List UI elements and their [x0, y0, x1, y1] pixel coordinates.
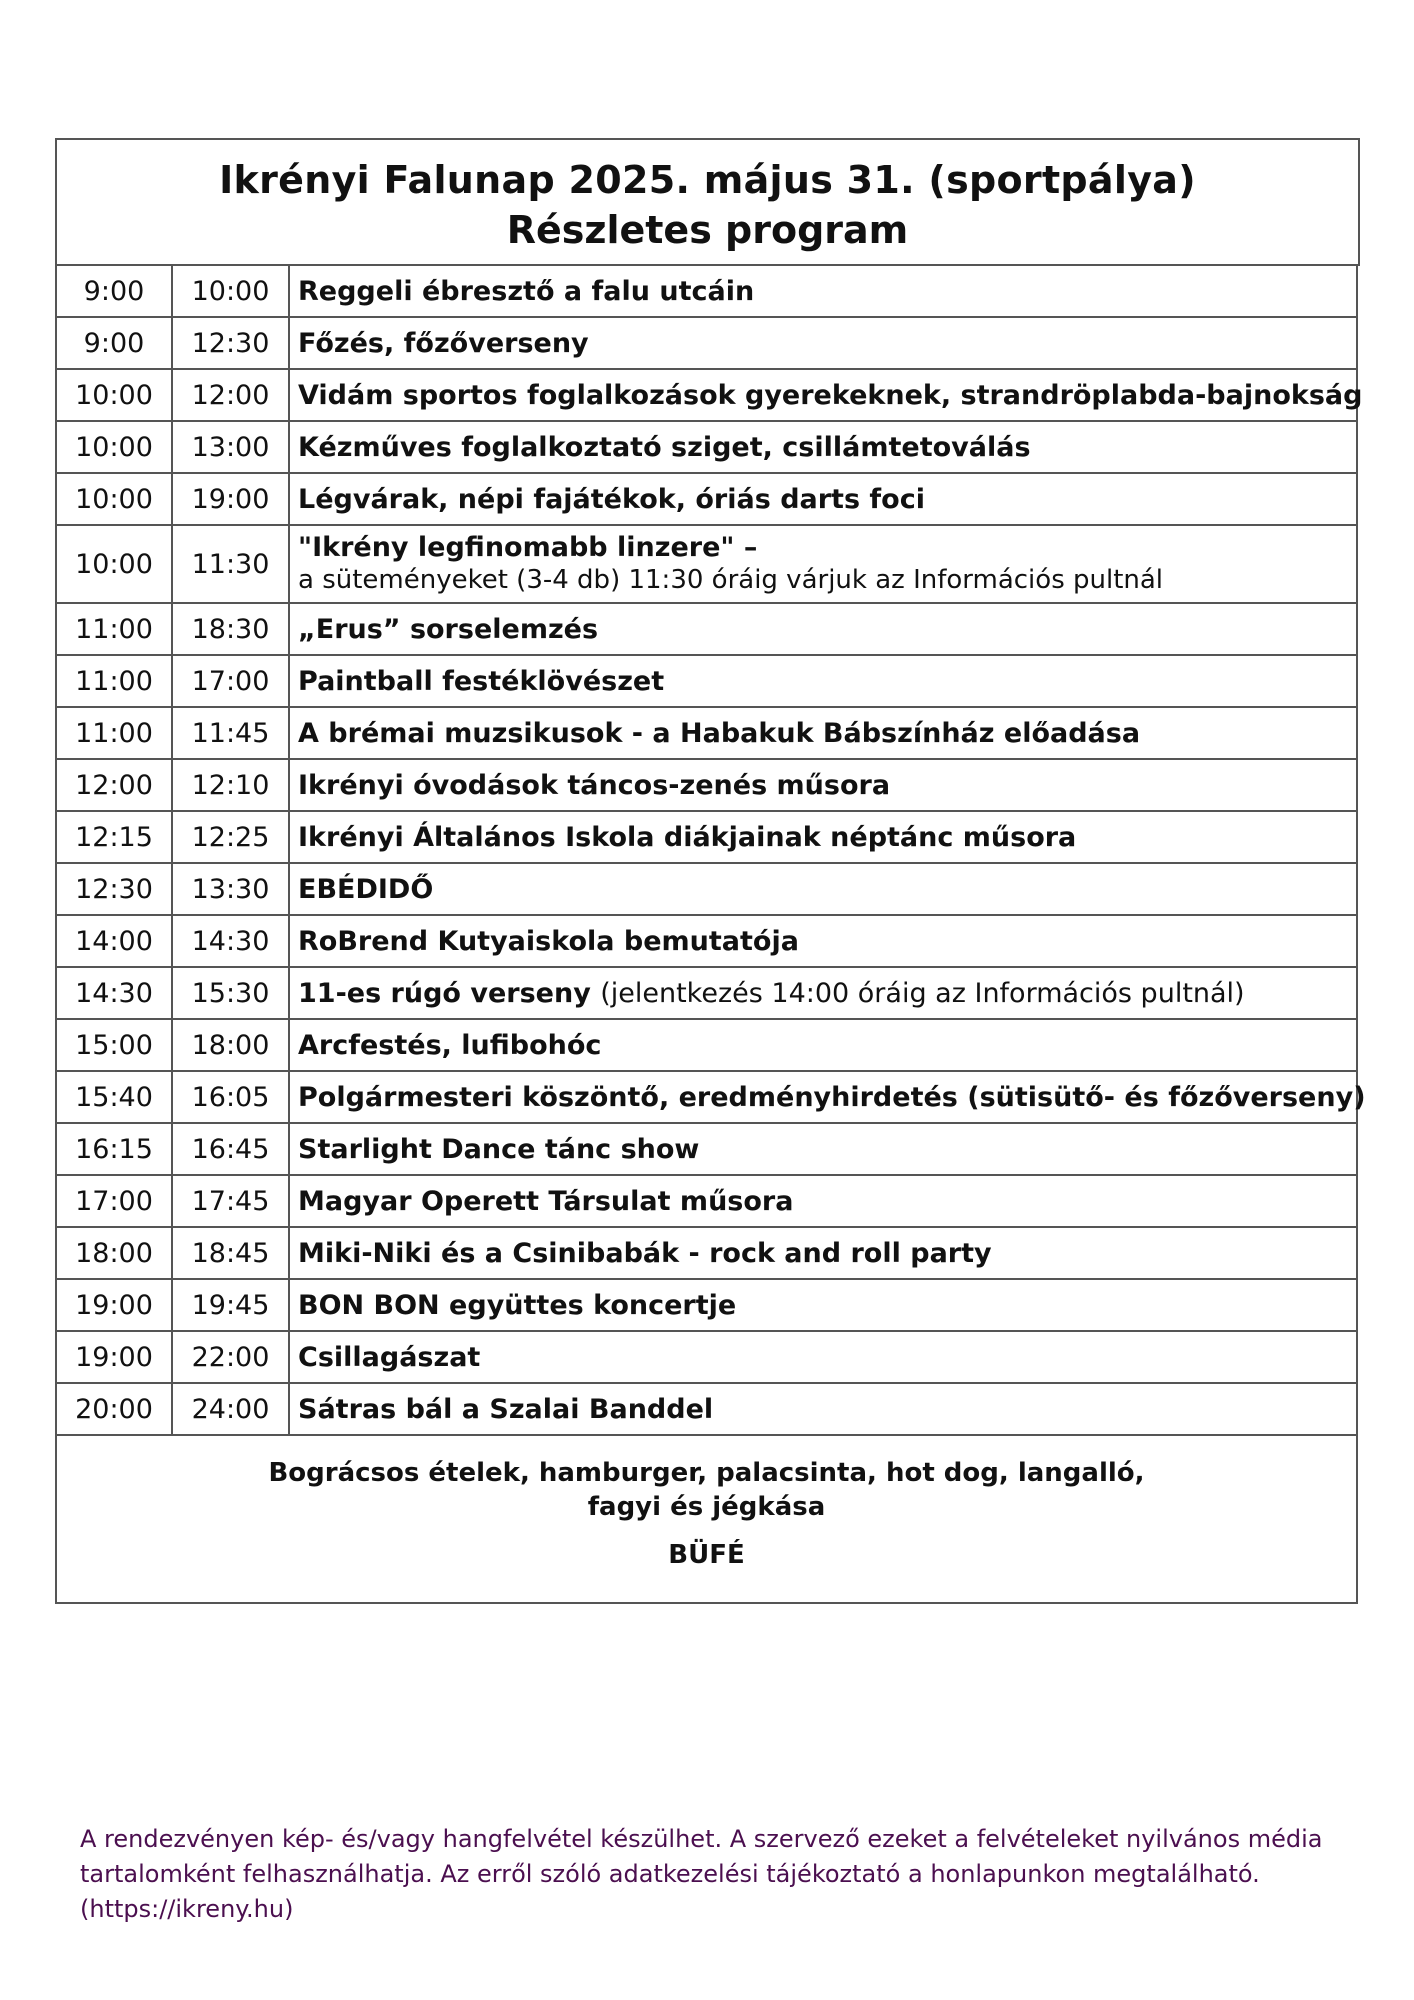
event-title: Főzés, főzőverseny — [298, 327, 589, 359]
start-time: 12:00 — [56, 759, 172, 811]
end-time: 16:45 — [172, 1123, 289, 1175]
end-time: 11:45 — [172, 707, 289, 759]
start-time: 14:30 — [56, 967, 172, 1019]
start-time: 10:00 — [56, 369, 172, 421]
buffet-label: BÜFÉ — [668, 1540, 745, 1570]
event-cell — [289, 369, 1363, 421]
start-time: 12:30 — [56, 863, 172, 915]
event-cell — [289, 1331, 1357, 1383]
event-cell — [289, 1123, 1357, 1175]
schedule-row — [56, 1331, 1357, 1383]
event-title: EBÉDIDŐ — [298, 873, 434, 905]
end-time: 24:00 — [172, 1383, 289, 1435]
end-time: 17:00 — [172, 655, 289, 707]
title-box — [55, 138, 1360, 266]
page-title: Ikrényi Falunap 2025. május 31. (sportpálya) — [219, 158, 1196, 202]
start-time: 10:00 — [56, 473, 172, 525]
event-cell — [289, 317, 1357, 369]
event-title: Kézműves foglalkoztató sziget, csillámtetoválás — [298, 431, 1031, 463]
event-title: Magyar Operett Társulat műsora — [298, 1185, 794, 1217]
start-time: 19:00 — [56, 1279, 172, 1331]
schedule-row — [56, 266, 1357, 317]
end-time: 12:00 — [172, 369, 289, 421]
schedule-row — [56, 1227, 1357, 1279]
schedule-row — [56, 967, 1357, 1019]
start-time: 18:00 — [56, 1227, 172, 1279]
start-time: 9:00 — [56, 317, 172, 369]
start-time: 15:40 — [56, 1071, 172, 1123]
event-cell — [289, 473, 1357, 525]
event-cell — [289, 863, 1357, 915]
start-time: 12:15 — [56, 811, 172, 863]
end-time: 12:10 — [172, 759, 289, 811]
schedule-row — [56, 1123, 1357, 1175]
start-time: 9:00 — [56, 266, 172, 317]
schedule-row — [56, 1175, 1357, 1227]
schedule-row — [56, 317, 1357, 369]
event-title: RoBrend Kutyaiskola bemutatója — [298, 925, 799, 957]
end-time: 12:30 — [172, 317, 289, 369]
schedule-row — [56, 525, 1357, 603]
schedule-row — [56, 1279, 1357, 1331]
end-time: 18:00 — [172, 1019, 289, 1071]
end-time: 22:00 — [172, 1331, 289, 1383]
event-cell — [289, 1175, 1357, 1227]
end-time: 16:05 — [172, 1071, 289, 1123]
event-cell — [289, 525, 1357, 603]
event-cell — [289, 1019, 1357, 1071]
event-cell — [289, 967, 1357, 1019]
buffet-menu-line-2: fagyi és jégkása — [587, 1492, 826, 1522]
end-time: 12:25 — [172, 811, 289, 863]
end-time: 11:30 — [172, 525, 289, 603]
event-title: BON BON együttes koncertje — [298, 1289, 737, 1321]
event-title: Ikrényi Általános Iskola diákjainak néptánc műsora — [298, 821, 1077, 853]
event-title: Arcfestés, lufibohóc — [298, 1029, 602, 1061]
schedule-row — [56, 421, 1357, 473]
event-title: 11-es rúgó verseny — [298, 977, 591, 1009]
end-time: 14:30 — [172, 915, 289, 967]
event-cell — [289, 603, 1357, 655]
event-cell — [289, 1227, 1357, 1279]
end-time: 17:45 — [172, 1175, 289, 1227]
event-cell — [289, 1071, 1366, 1123]
event-cell — [289, 655, 1357, 707]
event-title: Ikrényi óvodások táncos-zenés műsora — [298, 769, 891, 801]
event-title: Paintball festéklövészet — [298, 665, 665, 697]
start-time: 11:00 — [56, 603, 172, 655]
event-cell — [289, 1383, 1357, 1435]
start-time: 20:00 — [56, 1383, 172, 1435]
start-time: 11:00 — [56, 655, 172, 707]
schedule-row — [56, 655, 1357, 707]
event-cell — [289, 1279, 1357, 1331]
start-time: 15:00 — [56, 1019, 172, 1071]
schedule-row — [56, 1019, 1357, 1071]
schedule-row — [56, 369, 1357, 421]
start-time: 10:00 — [56, 421, 172, 473]
program-sheet — [55, 138, 1366, 1604]
schedule-table — [55, 266, 1366, 1436]
start-time: 16:15 — [56, 1123, 172, 1175]
buffet-menu-line-1: Bográcsos ételek, hamburger, palacsinta, hot dog, langalló, — [268, 1458, 1145, 1488]
event-cell — [289, 915, 1357, 967]
event-title: A brémai muzsikusok - a Habakuk Bábszínház előadása — [298, 717, 1141, 749]
event-title: "Ikrény legfinomabb linzere" – — [298, 532, 758, 563]
start-time: 10:00 — [56, 525, 172, 603]
page-subtitle: Részletes program — [506, 208, 909, 252]
schedule-row — [56, 473, 1357, 525]
schedule-row — [56, 1071, 1357, 1123]
event-cell — [289, 811, 1357, 863]
end-time: 18:30 — [172, 603, 289, 655]
event-title: Starlight Dance tánc show — [298, 1133, 700, 1165]
event-title: Sátras bál a Szalai Banddel — [298, 1393, 714, 1425]
event-cell — [289, 266, 1357, 317]
end-time: 13:30 — [172, 863, 289, 915]
event-title: Miki-Niki és a Csinibabák - rock and roll party — [298, 1237, 992, 1269]
start-time: 17:00 — [56, 1175, 172, 1227]
event-cell — [289, 707, 1357, 759]
event-title: Polgármesteri köszöntő, eredményhirdetés (sütisütő- és főzőverseny) — [298, 1081, 1366, 1113]
event-title: Vidám sportos foglalkozások gyerekeknek, strandröplabda-bajnokság — [298, 379, 1363, 411]
start-time: 14:00 — [56, 915, 172, 967]
buffet-box — [55, 1436, 1358, 1604]
event-cell — [289, 421, 1357, 473]
footer-notice: A rendezvényen kép- és/vagy hangfelvétel készülhet. A szervező ezeket a felvételeket nyilvános média tartalomként felhasználhatja. Az erről szóló adatkezelési tájékoztató a honlapunkon megtalálható. (https://ikreny.hu) — [80, 1825, 1323, 1923]
event-title: Légvárak, népi fajátékok, óriás darts foci — [298, 483, 925, 515]
end-time: 19:00 — [172, 473, 289, 525]
start-time: 11:00 — [56, 707, 172, 759]
schedule-row — [56, 603, 1357, 655]
schedule-row — [56, 915, 1357, 967]
end-time: 19:45 — [172, 1279, 289, 1331]
end-time: 10:00 — [172, 266, 289, 317]
event-note: a süteményeket (3-4 db) 11:30 óráig várjuk az Információs pultnál — [298, 565, 1164, 595]
end-time: 13:00 — [172, 421, 289, 473]
event-cell — [289, 759, 1357, 811]
start-time: 19:00 — [56, 1331, 172, 1383]
event-title: Reggeli ébresztő a falu utcáin — [298, 275, 755, 307]
schedule-row — [56, 863, 1357, 915]
schedule-row — [56, 759, 1357, 811]
event-inline-note: (jelentkezés 14:00 óráig az Információs pultnál) — [600, 977, 1245, 1009]
schedule-row — [56, 811, 1357, 863]
end-time: 15:30 — [172, 967, 289, 1019]
schedule-row — [56, 1383, 1357, 1435]
event-title: „Erus” sorselemzés — [298, 613, 599, 645]
schedule-row — [56, 707, 1357, 759]
end-time: 18:45 — [172, 1227, 289, 1279]
event-title: Csillagászat — [298, 1341, 481, 1373]
